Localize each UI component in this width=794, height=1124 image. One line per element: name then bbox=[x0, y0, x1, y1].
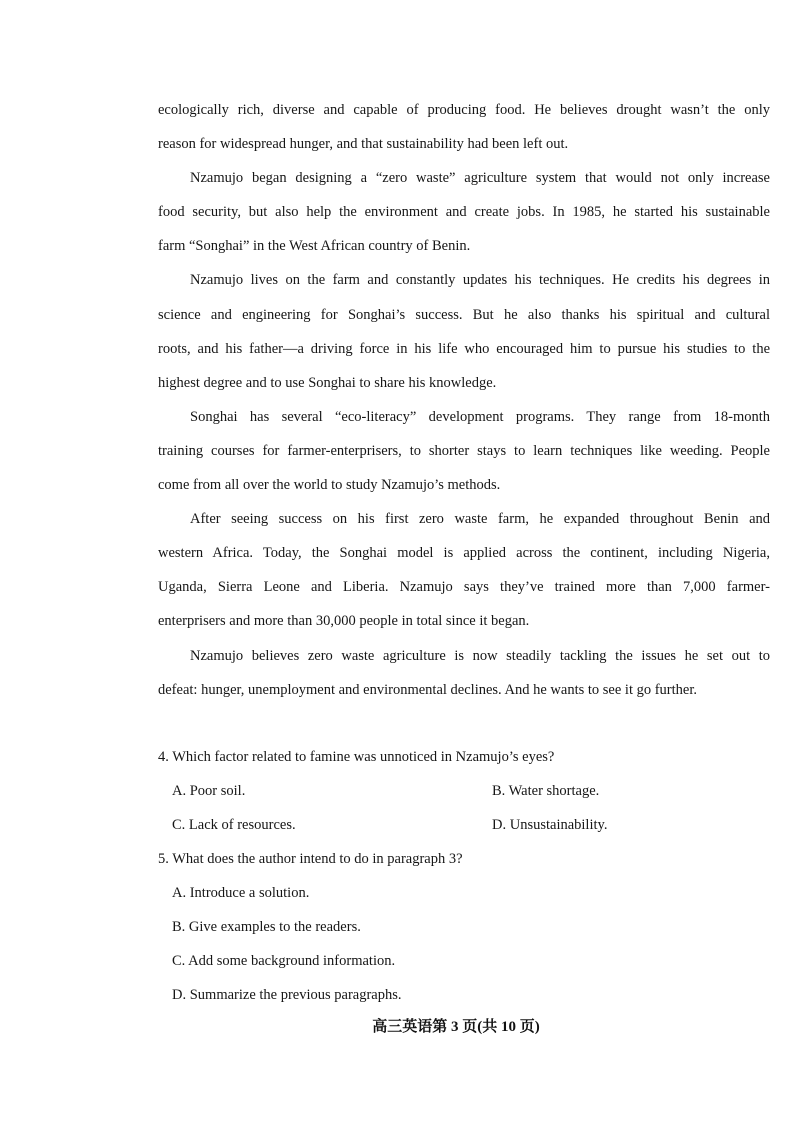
option-c: C. Lack of resources. bbox=[172, 817, 296, 833]
option-b: B. Give examples to the readers. bbox=[172, 919, 361, 935]
paragraph bbox=[158, 639, 770, 707]
option-a: A. Poor soil. bbox=[172, 783, 246, 799]
passage-line: Nzamujo began designing a “zero waste” agriculture system that would not only increase bbox=[190, 170, 770, 187]
passage-line: Songhai has several “eco-literacy” development programs. They range from 18-month bbox=[190, 408, 770, 425]
paragraph bbox=[158, 502, 770, 638]
passage-line: enterprisers and more than 30,000 people in total since it began. bbox=[158, 613, 530, 630]
paragraph bbox=[158, 161, 770, 263]
passage-line: highest degree and to use Songhai to share his knowledge. bbox=[158, 374, 497, 391]
passage-line: ecologically rich, diverse and capable of producing food. He believes drought wasn’t the only bbox=[158, 102, 770, 118]
question-stem: 4. Which factor related to famine was unnoticed in Nzamujo’s eyes? bbox=[158, 749, 555, 765]
paragraph bbox=[158, 263, 770, 399]
passage-line: farm “Songhai” in the West African country of Benin. bbox=[158, 238, 471, 255]
passage-line: reason for widespread hunger, and that sustainability had been left out. bbox=[158, 136, 569, 153]
reading-passage bbox=[158, 93, 770, 707]
passage-line: Uganda, Sierra Leone and Liberia. Nzamujo says they’ve trained more than 7,000 farmer- bbox=[158, 579, 770, 596]
option-row bbox=[158, 774, 770, 808]
option-row bbox=[158, 808, 770, 842]
passage-line: come from all over the world to study Nzamujo’s methods. bbox=[158, 477, 501, 494]
option-a: A. Introduce a solution. bbox=[172, 885, 310, 901]
paragraph bbox=[158, 400, 770, 502]
passage-line: Nzamujo believes zero waste agriculture is now steadily tackling the issues he set out to bbox=[190, 647, 770, 664]
option-d: D. Summarize the previous paragraphs. bbox=[172, 987, 402, 1003]
option-b: B. Water shortage. bbox=[492, 783, 600, 799]
passage-line: After seeing success on his first zero waste farm, he expanded throughout Benin and bbox=[190, 511, 770, 528]
question-4 bbox=[158, 740, 770, 842]
passage-line: Nzamujo lives on the farm and constantly updates his techniques. He credits his degrees in bbox=[190, 272, 770, 289]
questions-section bbox=[158, 740, 770, 1012]
page-number-label: 高三英语第 3 页(共 10 页) bbox=[372, 1019, 540, 1035]
passage-line: roots, and his father—a driving force in his life who encouraged him to pursue his studies to the bbox=[158, 340, 770, 357]
passage-line: western Africa. Today, the Songhai model is applied across the continent, including Nigeria, bbox=[158, 545, 770, 562]
question-5 bbox=[158, 842, 770, 1012]
option-d: D. Unsustainability. bbox=[492, 817, 608, 833]
passage-line: training courses for farmer-enterprisers, to shorter stays to learn techniques like weeding. People bbox=[158, 442, 770, 459]
question-stem: 5. What does the author intend to do in paragraph 3? bbox=[158, 851, 463, 867]
paragraph bbox=[158, 93, 770, 161]
passage-line: defeat: hunger, unemployment and environmental declines. And he wants to see it go further. bbox=[158, 681, 697, 698]
option-c: C. Add some background information. bbox=[172, 953, 396, 969]
passage-line: food security, but also help the environment and create jobs. In 1985, he started his sustainable bbox=[158, 204, 770, 221]
passage-line: science and engineering for Songhai’s success. But he also thanks his spiritual and cultural bbox=[158, 306, 770, 323]
